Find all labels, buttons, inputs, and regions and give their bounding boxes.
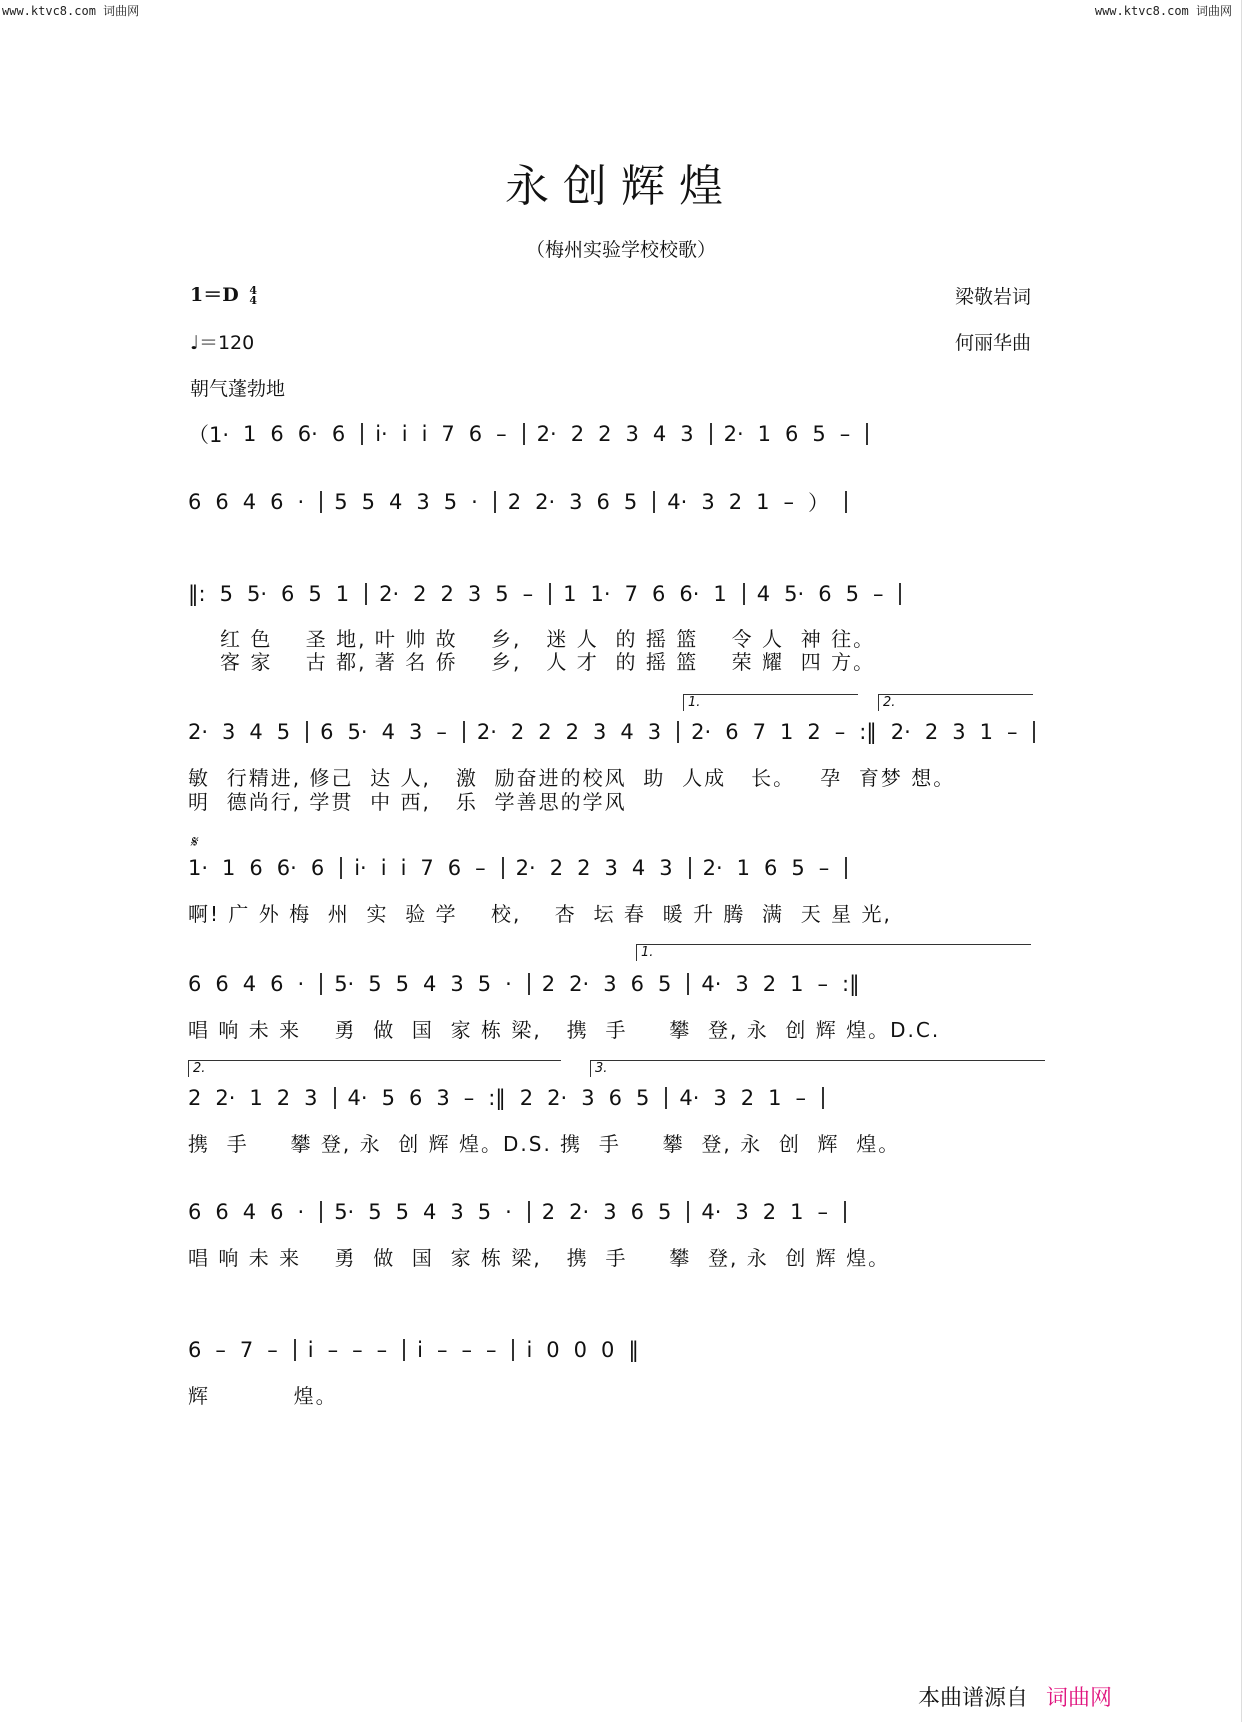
barline: [844, 1201, 846, 1223]
note: 1: [790, 1200, 804, 1224]
note: –: [795, 1086, 807, 1110]
note: 5: [381, 1086, 395, 1110]
score-system-3: [188, 578, 1048, 610]
note: 3: [304, 1086, 318, 1110]
note: （1·: [188, 423, 230, 447]
notation-row: [188, 486, 859, 518]
barline: [512, 1339, 514, 1361]
note: 3: [735, 1200, 749, 1224]
note: –: [834, 720, 846, 744]
note: ·: [297, 1200, 305, 1224]
note: 2: [565, 720, 580, 744]
volta-1: 1.: [636, 944, 1031, 961]
note: 5: [361, 490, 375, 514]
score-system-7: [188, 1082, 1048, 1114]
lyric-line: 携 手 攀 登, 永 创 辉 煌。D.S. 携 手 攀 登, 永 创 辉 煌。: [188, 1132, 901, 1156]
barline: [463, 721, 465, 743]
volta-2: 2.: [188, 1060, 561, 1077]
note: 6: [215, 972, 229, 996]
note: 5·: [334, 1200, 355, 1224]
notation-row: [188, 1196, 858, 1228]
barline: [294, 1339, 296, 1361]
note: 3: [436, 1086, 450, 1110]
note: 7: [420, 856, 434, 880]
note: 2·: [515, 856, 536, 880]
lyric-line: 唱 响 未 来 勇 做 国 家 栋 梁, 携 手 攀 登, 永 创 辉 煌。D.C.: [188, 1018, 941, 1042]
barline: [677, 721, 679, 743]
key-signature: [190, 280, 257, 307]
barline: [687, 1201, 689, 1223]
note: 6: [331, 422, 346, 446]
note: i: [380, 856, 387, 880]
song-subtitle: （梅州实验学校校歌）: [525, 239, 716, 261]
note: 2: [541, 972, 556, 996]
note: 6: [249, 856, 263, 880]
barline: [340, 857, 342, 879]
note: 1: [768, 1086, 782, 1110]
note: 4: [652, 422, 667, 446]
note: –: [327, 1338, 339, 1362]
note: 2: [549, 856, 564, 880]
note: ·: [297, 490, 305, 514]
note: 3: [713, 1086, 727, 1110]
note: 5: [334, 490, 348, 514]
barline: [689, 857, 691, 879]
note: 5: [308, 582, 322, 606]
note: 5: [657, 1200, 672, 1224]
note: i: [421, 422, 428, 446]
barline: [361, 423, 363, 445]
note: 6: [188, 1200, 202, 1224]
note: 1: [736, 856, 751, 880]
note: –: [839, 422, 851, 446]
note: 6·: [297, 422, 318, 446]
barline: [523, 423, 525, 445]
note: i·: [375, 422, 388, 446]
note: 4: [388, 490, 403, 514]
note: 5·: [784, 582, 805, 606]
song-title: 永创辉煌: [505, 161, 737, 212]
note: 2·: [569, 1200, 590, 1224]
notation-row: [188, 716, 1047, 748]
note: i: [417, 1338, 423, 1362]
note: –: [522, 582, 534, 606]
note: 7: [752, 720, 766, 744]
note: 6: [270, 422, 284, 446]
note: 3: [603, 972, 617, 996]
key-label: 1＝D: [190, 284, 239, 306]
volta-1: 1.: [683, 694, 858, 711]
note: 6: [468, 422, 483, 446]
note: –: [496, 422, 507, 446]
barline: [710, 423, 712, 445]
note: 6: [785, 422, 799, 446]
score-system-8: [188, 1196, 1048, 1228]
note: –: [461, 1338, 472, 1362]
note: 1: [222, 856, 236, 880]
note: 6: [188, 1338, 202, 1362]
note: 3: [952, 720, 966, 744]
barline: [306, 721, 308, 743]
lyricist-credit: 梁敬岩词: [955, 286, 1032, 308]
note: 3: [647, 720, 662, 744]
note: 3: [593, 720, 607, 744]
note: 1: [756, 490, 770, 514]
barline: [866, 423, 868, 445]
notation-row: [188, 852, 859, 884]
note: –: [817, 1200, 829, 1224]
lyric-verse-1: 敏 行精进, 修己 达 人, 激 励奋进的校风 助 人成 长。 孕 育梦 想。: [188, 766, 956, 790]
note: i·: [354, 856, 367, 880]
barline: [502, 857, 504, 879]
note: 3: [604, 856, 618, 880]
note: 7: [441, 422, 455, 446]
note: 5: [477, 1200, 492, 1224]
note: 1: [713, 582, 727, 606]
note: 6: [215, 1200, 229, 1224]
note: 5: [368, 972, 382, 996]
note: 1: [243, 422, 257, 446]
barline: [899, 583, 901, 605]
note: 1: [790, 972, 804, 996]
barline: [653, 491, 655, 513]
lyric-line: 辉 煌。: [188, 1384, 338, 1408]
note: 2: [541, 1200, 556, 1224]
note: 2: [728, 490, 743, 514]
note: 2·: [188, 720, 209, 744]
note: :‖: [488, 1086, 506, 1110]
note: 4: [620, 720, 634, 744]
note: 5: [477, 972, 492, 996]
time-signature: 4 4: [249, 284, 257, 307]
note: ·: [297, 972, 305, 996]
watermark-right: www.ktvc8.com 词曲网: [1094, 4, 1232, 18]
note: 5: [812, 422, 826, 446]
note: 5: [791, 856, 805, 880]
note: 5: [395, 972, 409, 996]
note: 6·: [276, 856, 297, 880]
note: 5: [368, 1200, 382, 1224]
note: –: [872, 582, 884, 606]
footer-label: 本曲谱源自: [917, 1686, 1028, 1711]
note: 2·: [569, 972, 590, 996]
note: 6: [630, 972, 644, 996]
barline: [494, 491, 496, 513]
note: 1: [249, 1086, 263, 1110]
note: 0: [601, 1338, 615, 1362]
note: 6: [188, 972, 202, 996]
note: 5: [845, 582, 859, 606]
barline: [845, 857, 847, 879]
note: 1: [335, 582, 350, 606]
note: 4: [631, 856, 646, 880]
note: 6: [188, 490, 202, 514]
barline: [365, 583, 367, 605]
note: 4: [756, 582, 771, 606]
note: 3: [659, 856, 673, 880]
note: 4·: [347, 1086, 368, 1110]
note: 2·: [691, 720, 712, 744]
score-system-1: [188, 418, 1048, 450]
note: 2·: [547, 1086, 568, 1110]
note: –: [463, 1086, 475, 1110]
note: 2: [188, 1086, 202, 1110]
note: 6: [320, 720, 334, 744]
notation-row: [188, 418, 880, 450]
note: 0: [573, 1338, 588, 1362]
segno-sign: 𝄋: [190, 832, 197, 851]
note: 6: [270, 1200, 284, 1224]
note: 5·: [334, 972, 355, 996]
note: 6: [281, 582, 295, 606]
note: 3: [735, 972, 749, 996]
note: ‖: [628, 1338, 639, 1362]
note: –: [1006, 720, 1018, 744]
notation-row: [188, 1082, 836, 1114]
watermark-left: www.ktvc8.com 词曲网: [2, 4, 140, 18]
note: 2·: [890, 720, 911, 744]
barline: [320, 491, 322, 513]
note: 4·: [701, 1200, 722, 1224]
note: 5: [635, 1086, 650, 1110]
note: 4·: [701, 972, 722, 996]
note: 3: [581, 1086, 595, 1110]
note: 3: [603, 1200, 617, 1224]
note: 7: [239, 1338, 254, 1362]
note: 4: [381, 720, 395, 744]
note: –: [475, 856, 486, 880]
composer-credit: 何丽华曲: [955, 332, 1032, 354]
note: 1: [757, 422, 772, 446]
note: 4: [242, 1200, 257, 1224]
note: –: [376, 1338, 388, 1362]
note: 2·: [215, 1086, 236, 1110]
note: 2: [440, 582, 454, 606]
note: 4: [249, 720, 263, 744]
note: 2: [507, 490, 522, 514]
note: 4: [242, 490, 257, 514]
note: 2·: [536, 422, 557, 446]
barline: [403, 1339, 405, 1361]
note: 6: [408, 1086, 423, 1110]
note: 5: [276, 720, 291, 744]
notation-row: [188, 968, 874, 1000]
note: 5: [219, 582, 233, 606]
note: –: [215, 1338, 226, 1362]
barline: [320, 973, 322, 995]
barline: [320, 1201, 322, 1223]
lyric-verse-1: 红 色 圣 地, 叶 帅 故 乡, 迷 人 的 摇 篮 令 人 神 往。: [220, 627, 876, 651]
note: 2·: [476, 720, 497, 744]
note: 2·: [723, 422, 744, 446]
note: 2: [570, 422, 585, 446]
note: 6: [215, 490, 229, 514]
note: 2: [740, 1086, 755, 1110]
lyric-verse-2: 客 家 古 都, 著 名 侨 乡, 人 才 的 摇 篮 荣 耀 四 方。: [220, 650, 876, 674]
note: :‖: [842, 972, 860, 996]
note: 5: [443, 490, 458, 514]
note: 7: [624, 582, 638, 606]
note: 6: [630, 1200, 644, 1224]
note: 1: [563, 582, 577, 606]
note: 2: [762, 1200, 777, 1224]
note: 3: [680, 422, 694, 446]
barline: [528, 973, 530, 995]
note: 5: [395, 1200, 409, 1224]
note: 4·: [679, 1086, 700, 1110]
note: i: [401, 422, 408, 446]
note: –: [352, 1338, 363, 1362]
note: 1: [979, 720, 993, 744]
note: 2: [413, 582, 427, 606]
barline: [687, 973, 689, 995]
note: 4·: [667, 490, 688, 514]
lyric-line: 唱 响 未 来 勇 做 国 家 栋 梁, 携 手 攀 登, 永 创 辉 煌。: [188, 1246, 891, 1270]
note: 2: [538, 720, 552, 744]
note: 2: [762, 972, 777, 996]
note: 6: [447, 856, 462, 880]
note: 6: [651, 582, 666, 606]
note: 2: [924, 720, 939, 744]
note: ·: [505, 1200, 512, 1224]
score-system-4: [188, 716, 1048, 748]
note: 3: [222, 720, 236, 744]
barline: [334, 1087, 336, 1109]
note: 0: [546, 1338, 560, 1362]
note: 2: [276, 1086, 291, 1110]
score-system-2: [188, 486, 1048, 518]
source-footer: [918, 1681, 1112, 1712]
note: i: [307, 1338, 314, 1362]
note: 6: [310, 856, 325, 880]
note: 6·: [679, 582, 700, 606]
expression-marking: 朝气蓬勃地: [190, 378, 286, 400]
barline: [1033, 721, 1035, 743]
note: i: [400, 856, 407, 880]
note: 6: [725, 720, 739, 744]
note: 3: [450, 972, 464, 996]
note: 6: [608, 1086, 622, 1110]
note: –: [436, 1338, 448, 1362]
note: 2: [577, 856, 591, 880]
note: 3: [450, 1200, 464, 1224]
note: –: [783, 490, 794, 514]
footer-brand-link[interactable]: 词曲网: [1045, 1686, 1112, 1711]
note: i: [526, 1338, 533, 1362]
barline: [549, 583, 551, 605]
note: 5: [623, 490, 638, 514]
note: 3: [625, 422, 639, 446]
note: 4: [422, 1200, 437, 1224]
barline: [845, 491, 847, 513]
note: 3: [701, 490, 715, 514]
note: ·: [505, 972, 512, 996]
note: 2·: [535, 490, 556, 514]
note: 2: [519, 1086, 534, 1110]
note: ）: [807, 491, 829, 515]
note: –: [817, 972, 829, 996]
note: 6: [270, 490, 284, 514]
note: 5: [657, 972, 672, 996]
score-system-9: [188, 1334, 1048, 1366]
note: –: [436, 720, 447, 744]
note: –: [485, 1338, 497, 1362]
note: 1·: [188, 856, 209, 880]
note: ‖:: [188, 582, 206, 606]
note: –: [818, 856, 830, 880]
tempo-marking: ♩＝120: [190, 332, 255, 354]
notation-row: [188, 578, 913, 610]
note: 6: [818, 582, 832, 606]
lyric-line: 啊! 广 外 梅 州 实 验 学 校, 杏 坛 春 暖 升 腾 满 天 星 光,: [188, 902, 892, 926]
note: 5: [495, 582, 509, 606]
barline: [822, 1087, 824, 1109]
note: 4: [422, 972, 437, 996]
lyric-verse-2: 明 德尚行, 学贯 中 西, 乐 学善思的学风: [188, 790, 627, 814]
note: 5·: [246, 582, 267, 606]
score-system-6: [188, 968, 1048, 1000]
note: 2: [807, 720, 821, 744]
note: 5·: [347, 720, 368, 744]
barline: [743, 583, 745, 605]
note: –: [267, 1338, 278, 1362]
note: 6: [596, 490, 610, 514]
note: 3: [467, 582, 482, 606]
volta-2: 2.: [878, 694, 1033, 711]
note: 6: [764, 856, 778, 880]
note: 6: [270, 972, 284, 996]
note: 2·: [702, 856, 723, 880]
note: 1: [779, 720, 794, 744]
note: 2·: [379, 582, 400, 606]
note: 2: [598, 422, 612, 446]
barline: [528, 1201, 530, 1223]
note: 3: [569, 490, 583, 514]
notation-row: [188, 1334, 653, 1366]
barline: [665, 1087, 667, 1109]
note: 3: [408, 720, 423, 744]
note: :‖: [859, 720, 877, 744]
note: 3: [416, 490, 430, 514]
score-system-5: [188, 852, 1048, 884]
note: 4: [242, 972, 257, 996]
note: 1·: [590, 582, 611, 606]
volta-3: 3.: [590, 1060, 1045, 1077]
note: 2: [510, 720, 525, 744]
note: ·: [471, 490, 478, 514]
